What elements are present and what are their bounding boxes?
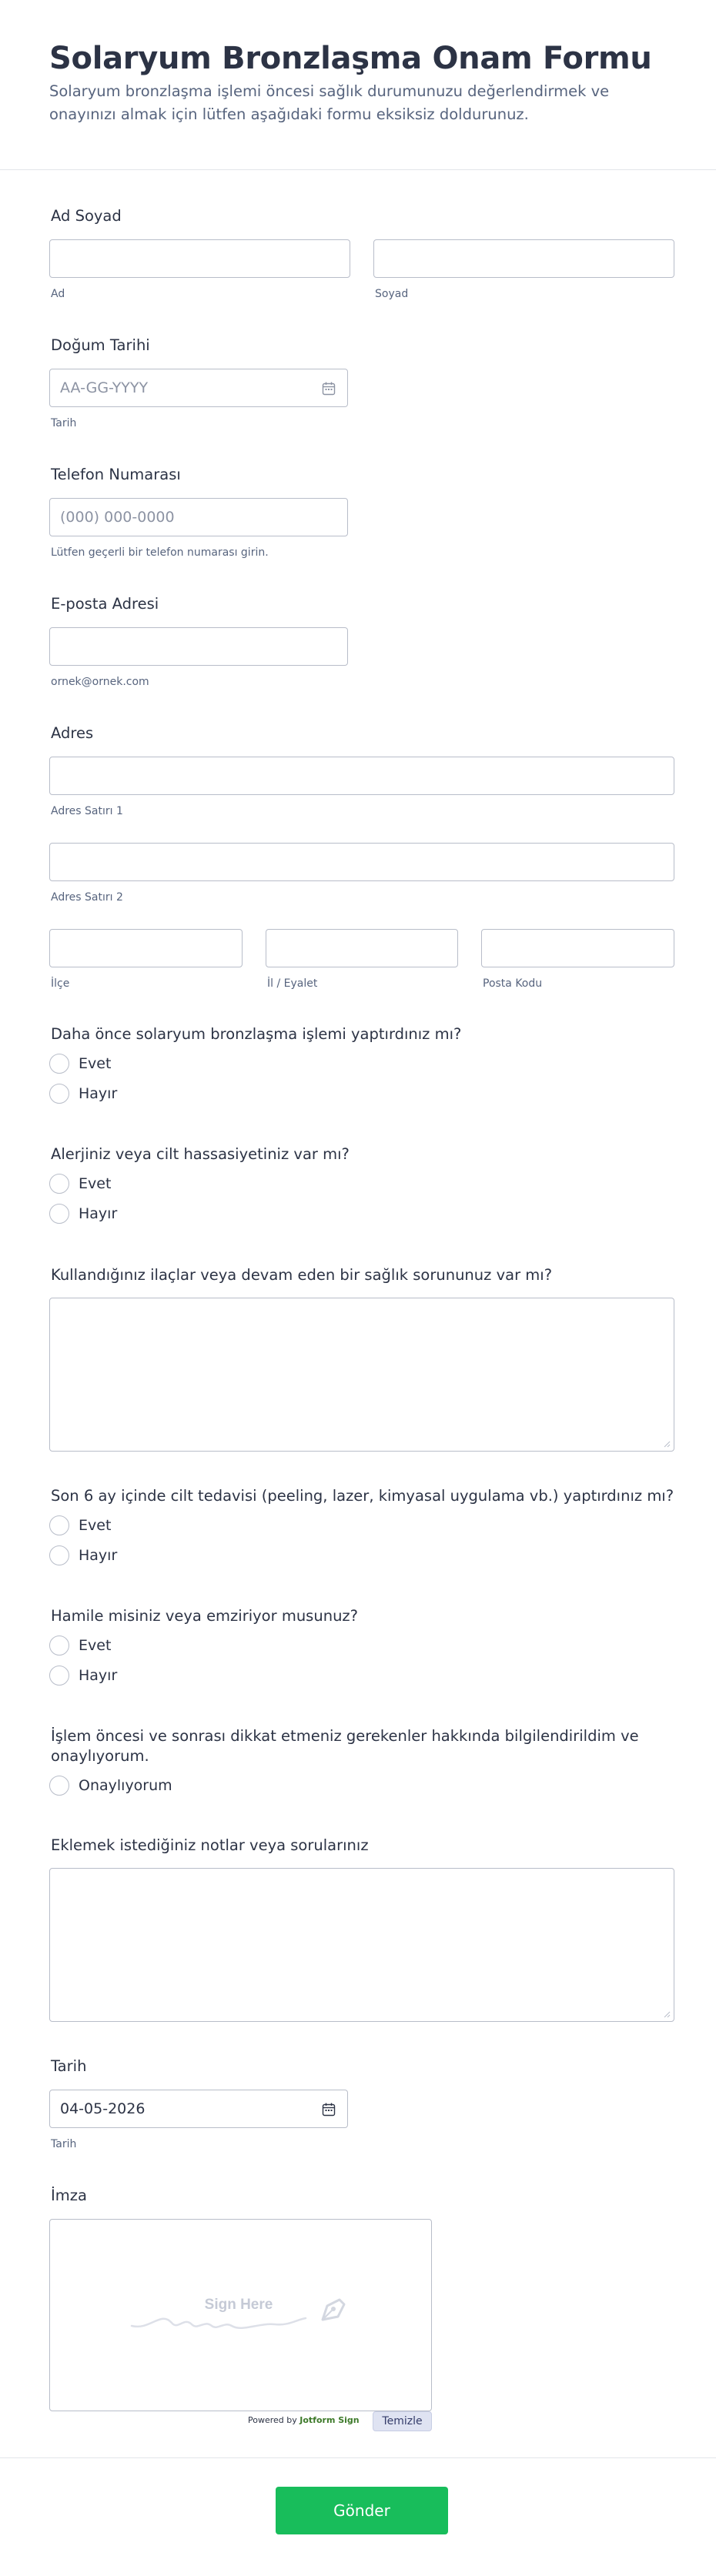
form-header [0,0,716,170]
address-line1-sublabel: Adres Satırı 1 [51,805,123,817]
birth-date-sublabel: Tarih [51,417,77,429]
radio-label: Hayır [79,1205,118,1222]
last-name-input[interactable] [373,239,674,278]
radio-label: Evet [79,1055,112,1072]
medications-label: Kullandığınız ilaçlar veya devam eden bir sağlık sorununuz var mı? [51,1266,553,1284]
skin-treatment-label: Son 6 ay içinde cilt tedavisi (peeling, lazer, kimyasal uygulama vb.) yaptırdınız mı? [51,1487,674,1505]
radio-button[interactable] [49,1666,69,1686]
phone-label: Telefon Numarası [51,466,181,483]
birth-date-label: Doğum Tarihi [51,336,150,354]
prior-tanning-label: Daha önce solaryum bronzlaşma işlemi yaptırdınız mı? [51,1025,462,1043]
birth-date-placeholder: AA-GG-YYYY [60,379,149,396]
notes-label: Eklemek istediğiniz notlar veya sorularınız [51,1836,369,1854]
date-input[interactable] [49,2090,348,2128]
pen-nib-icon [316,2294,349,2326]
radio-label: Onaylıyorum [79,1777,172,1794]
prior-tanning-option-yes[interactable] [49,1054,111,1074]
date-label: Tarih [51,2057,87,2075]
radio-label: Hayır [79,1547,118,1564]
medications-textarea[interactable] [49,1298,674,1452]
radio-label: Hayır [79,1085,118,1102]
signature-label: İmza [51,2187,87,2204]
radio-button[interactable] [49,1515,69,1535]
first-name-input[interactable] [49,239,350,278]
address-line1-input[interactable] [49,757,674,795]
pregnancy-option-no[interactable] [49,1666,117,1686]
allergy-label: Alerjiniz veya cilt hassasiyetiniz var mı? [51,1145,350,1163]
radio-button[interactable] [49,1204,69,1224]
submit-button[interactable]: Gönder [276,2487,448,2534]
postal-code-sublabel: Posta Kodu [483,977,543,990]
address-line2-sublabel: Adres Satırı 2 [51,891,123,904]
notes-textarea[interactable] [49,1868,674,2022]
email-input[interactable] [49,627,348,666]
calendar-icon[interactable] [321,381,336,396]
province-sublabel: İl / Eyalet [267,977,318,990]
form-subtitle: Solaryum bronzlaşma işlemi öncesi sağlık durumunuzu değerlendirmek ve onayınızı almak için lütfen aşağıdaki formu eksiksiz doldurunuz. [49,82,610,123]
first-name-sublabel: Ad [51,288,65,300]
allergy-option-no[interactable] [49,1204,117,1224]
name-label: Ad Soyad [51,207,122,225]
email-label: E-posta Adresi [51,595,159,613]
radio-label: Evet [79,1175,112,1192]
informed-consent-option[interactable] [49,1776,172,1796]
radio-label: Evet [79,1637,112,1654]
signature-pad[interactable] [49,2219,432,2411]
last-name-sublabel: Soyad [375,288,409,300]
pregnancy-option-yes[interactable] [49,1635,111,1656]
email-sublabel: ornek@ornek.com [51,676,149,688]
allergy-option-yes[interactable] [49,1174,111,1194]
skin-treatment-option-yes[interactable] [49,1515,111,1535]
powered-brand: Jotform Sign [299,2415,360,2425]
skin-treatment-option-no[interactable] [49,1545,117,1565]
district-input[interactable] [49,929,243,967]
form-footer [0,2457,716,2576]
form-body [0,170,716,2520]
district-sublabel: İlçe [51,977,70,990]
radio-button[interactable] [49,1776,69,1796]
informed-consent-label: İşlem öncesi ve sonrası dikkat etmeniz gerekenler hakkında bilgilendirildim ve onaylıyorum. [51,1727,639,1765]
radio-label: Hayır [79,1667,118,1684]
radio-label: Evet [79,1517,112,1534]
resize-grip-icon[interactable] [663,2010,671,2018]
date-value: 04-05-2026 [60,2100,146,2117]
birth-date-input[interactable] [49,369,348,407]
clear-signature-button[interactable]: Temizle [373,2411,432,2431]
radio-button[interactable] [49,1054,69,1074]
phone-sublabel: Lütfen geçerli bir telefon numarası girin. [51,546,269,559]
form-title: Solaryum Bronzlaşma Onam Formu [49,41,652,76]
pregnancy-label: Hamile misiniz veya emziriyor musunuz? [51,1607,359,1625]
postal-code-input[interactable] [481,929,674,967]
address-line2-input[interactable] [49,843,674,881]
phone-placeholder: (000) 000-0000 [60,509,175,526]
sign-here-hint: Sign Here [204,2297,273,2313]
radio-button[interactable] [49,1084,69,1104]
radio-button[interactable] [49,1174,69,1194]
date-sublabel: Tarih [51,2138,77,2150]
powered-by-jotform-sign [248,2415,360,2425]
calendar-icon[interactable] [321,2102,336,2117]
resize-grip-icon[interactable] [663,1440,671,1448]
radio-button[interactable] [49,1545,69,1565]
address-label: Adres [51,724,94,742]
radio-button[interactable] [49,1635,69,1656]
prior-tanning-option-no[interactable] [49,1084,117,1104]
powered-prefix: Powered by [248,2415,297,2425]
province-input[interactable] [266,929,458,967]
phone-input[interactable] [49,498,348,536]
